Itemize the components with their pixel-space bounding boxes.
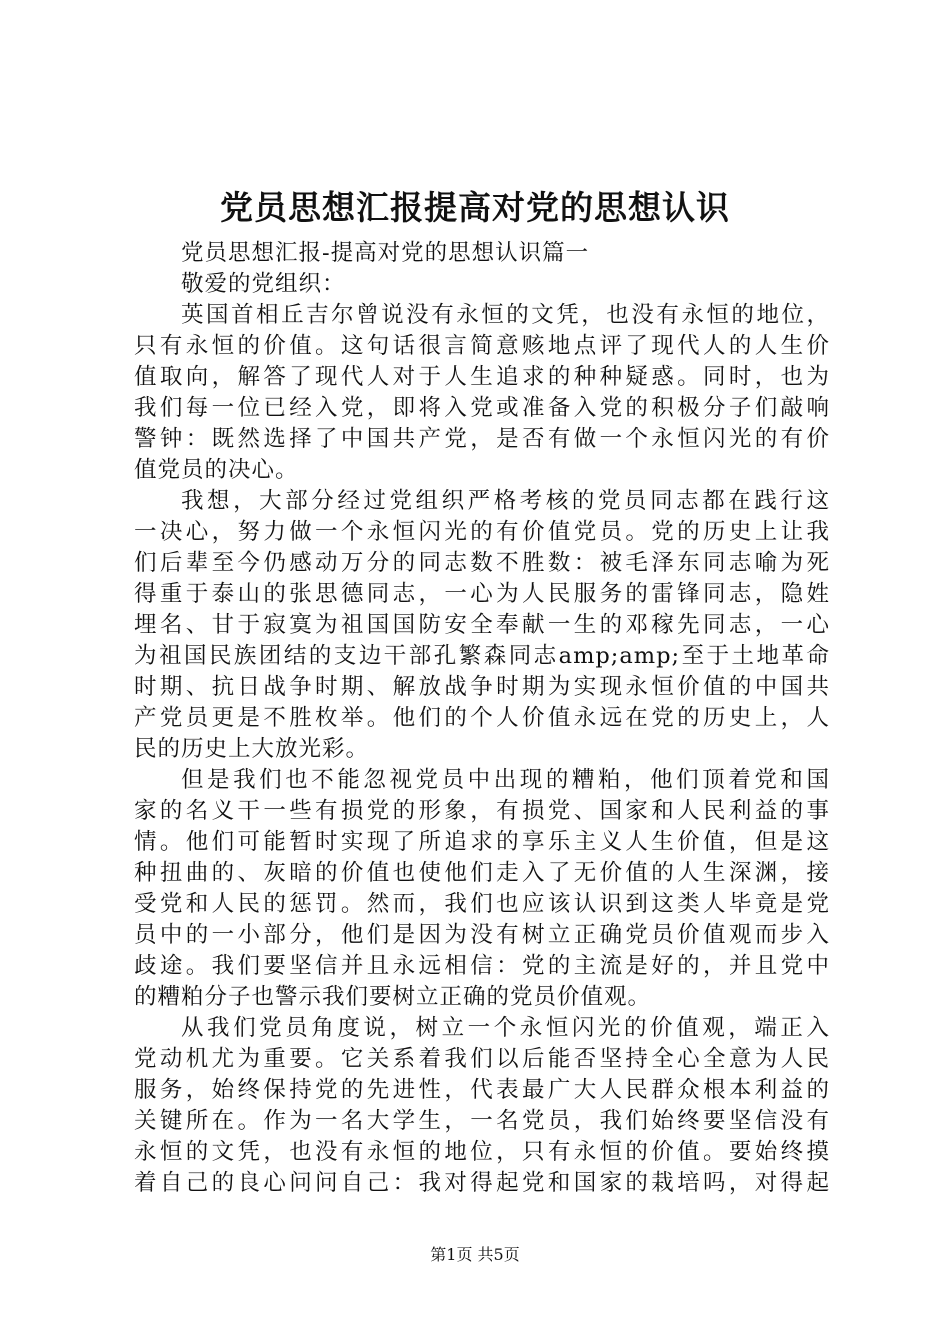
- body-line: 家的名义干一些有损党的形象，有损党、国家和人民利益的事: [134, 798, 830, 824]
- body-line: 情。他们可能暂时实现了所追求的享乐主义人生价值，但是这: [134, 829, 830, 855]
- body-line: 党动机尤为重要。它关系着我们以后能否坚持全心全意为人民: [134, 1046, 830, 1072]
- body-line: 警钟：既然选择了中国共产党，是否有做一个永恒闪光的有价: [134, 426, 830, 452]
- body-line: 一决心，努力做一个永恒闪光的有价值党员。党的历史上让我: [134, 519, 830, 545]
- body-line: 产党员更是不胜枚举。他们的个人价值永远在党的历史上，人: [134, 705, 830, 731]
- body-line: 埋名、甘于寂寞为祖国国防安全奉献一生的邓稼先同志，一心: [134, 612, 830, 638]
- body-line: 我想，大部分经过党组织严格考核的党员同志都在践行这: [181, 488, 830, 514]
- body-line: 但是我们也不能忽视党员中出现的糟粕，他们顶着党和国: [181, 767, 830, 793]
- body-line: 的糟粕分子也警示我们要树立正确的党员价值观。: [134, 984, 652, 1010]
- salutation-line: 敬爱的党组织：: [181, 271, 346, 297]
- body-line: 只有永恒的价值。这句话很言简意赅地点评了现代人的人生价: [134, 333, 830, 359]
- page-footer: 第1页 共5页: [430, 1245, 520, 1264]
- body-line: 我们每一位已经入党，即将入党或准备入党的积极分子们敲响: [134, 395, 830, 421]
- body-line: 为祖国民族团结的支边干部孔繁森同志amp;amp;至于土地革命: [134, 643, 830, 669]
- body-line: 永恒的文凭，也没有永恒的地位，只有永恒的价值。要始终摸: [134, 1139, 830, 1165]
- body-line: 受党和人民的惩罚。然而，我们也应该认识到这类人毕竟是党: [134, 891, 830, 917]
- body-line: 得重于泰山的张思德同志，一心为人民服务的雷锋同志，隐姓: [134, 581, 830, 607]
- body-line: 种扭曲的、灰暗的价值也使他们走入了无价值的人生深渊，接: [134, 860, 830, 886]
- body-line: 民的历史上大放光彩。: [134, 736, 370, 762]
- body-line: 值党员的决心。: [134, 457, 299, 483]
- body-line: 歧途。我们要坚信并且永远相信：党的主流是好的，并且党中: [134, 953, 830, 979]
- body-line: 英国首相丘吉尔曾说没有永恒的文凭，也没有永恒的地位，: [181, 302, 830, 328]
- subtitle-line: 党员思想汇报-提高对党的思想认识篇一: [181, 240, 590, 266]
- document-title: 党员思想汇报提高对党的思想认识: [220, 188, 730, 227]
- body-line: 时期、抗日战争时期、解放战争时期为实现永恒价值的中国共: [134, 674, 830, 700]
- body-line: 着自己的良心问问自己：我对得起党和国家的栽培吗，对得起: [134, 1170, 830, 1196]
- body-line: 从我们党员角度说，树立一个永恒闪光的价值观，端正入: [181, 1015, 830, 1041]
- body-line: 值取向，解答了现代人对于人生追求的种种疑惑。同时，也为: [134, 364, 830, 390]
- body-line: 员中的一小部分，他们是因为没有树立正确党员价值观而步入: [134, 922, 830, 948]
- document-body: [134, 238, 830, 1199]
- body-line: 服务，始终保持党的先进性，代表最广大人民群众根本利益的: [134, 1077, 830, 1103]
- body-line: 关键所在。作为一名大学生，一名党员，我们始终要坚信没有: [134, 1108, 830, 1134]
- body-line: 们后辈至今仍感动万分的同志数不胜数：被毛泽东同志喻为死: [134, 550, 830, 576]
